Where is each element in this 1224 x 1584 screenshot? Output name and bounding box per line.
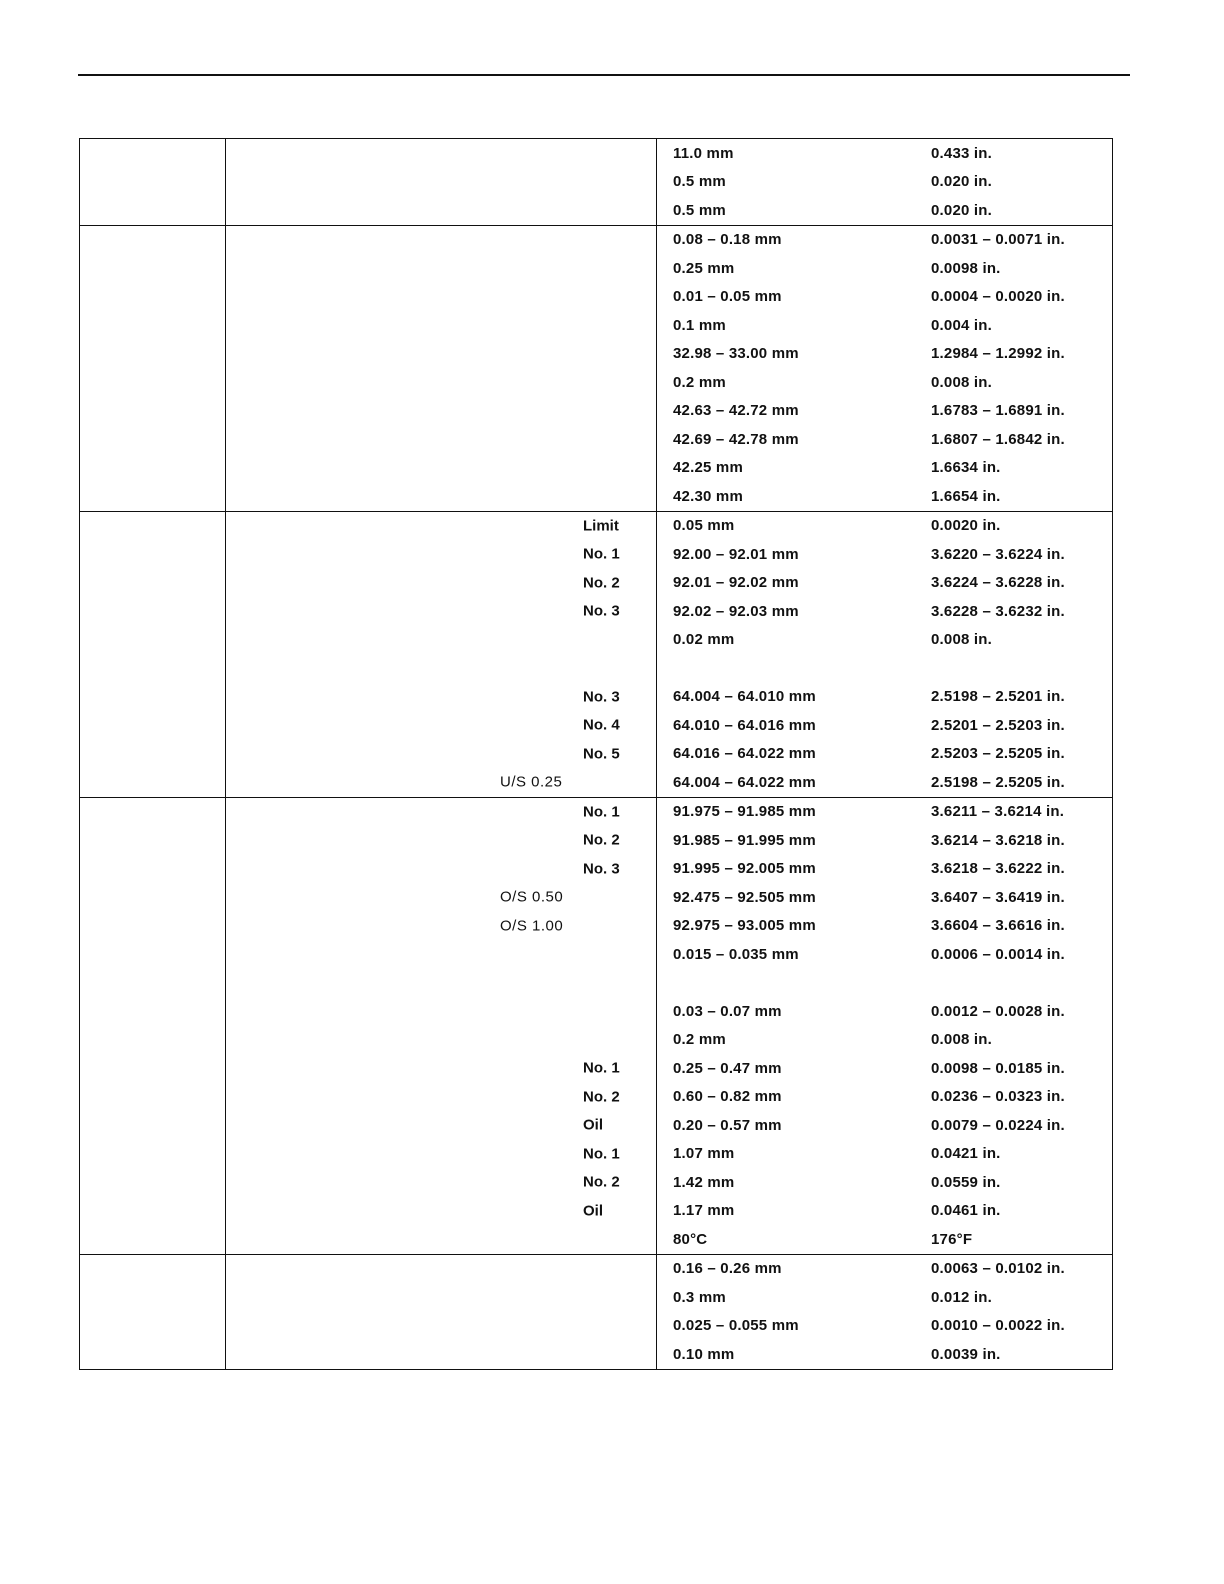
table-row	[657, 798, 1112, 827]
condition-line	[226, 826, 656, 855]
value-column	[657, 226, 1112, 511]
condition-line	[226, 940, 656, 969]
imperial-value: 0.0010 – 0.0022 in.	[931, 1317, 1065, 1335]
imperial-value: 0.0006 – 0.0014 in.	[931, 945, 1065, 963]
metric-value: 0.3 mm	[673, 1288, 726, 1306]
header-rule	[78, 74, 1130, 76]
metric-value: 0.015 – 0.035 mm	[673, 945, 799, 963]
imperial-value: 1.6634 in.	[931, 459, 1001, 477]
table-row	[657, 1083, 1112, 1112]
table-row	[657, 826, 1112, 855]
item-column	[80, 798, 226, 1254]
metric-value: 0.5 mm	[673, 173, 726, 191]
condition-line	[226, 368, 656, 397]
metric-value: 0.01 – 0.05 mm	[673, 288, 782, 306]
sub-label: No. 1	[583, 1145, 620, 1163]
table-row	[657, 397, 1112, 426]
sub-label: No. 2	[583, 1173, 620, 1191]
metric-value: 64.004 – 64.010 mm	[673, 688, 816, 706]
condition-line	[226, 997, 656, 1026]
metric-value: 42.69 – 42.78 mm	[673, 430, 799, 448]
condition-line	[226, 597, 656, 626]
size-label: O/S 1.00	[500, 917, 564, 935]
imperial-value: 2.5198 – 2.5205 in.	[931, 773, 1065, 791]
table-row	[657, 597, 1112, 626]
metric-value: 32.98 – 33.00 mm	[673, 345, 799, 363]
condition-line	[226, 768, 656, 797]
metric-value: 1.42 mm	[673, 1173, 735, 1191]
metric-value: 0.05 mm	[673, 517, 735, 535]
sub-label: No. 1	[583, 803, 620, 821]
table-row	[657, 254, 1112, 283]
metric-value: 0.1 mm	[673, 316, 726, 334]
metric-value: 0.25 mm	[673, 259, 735, 277]
metric-value: 42.30 mm	[673, 487, 743, 505]
sub-label: Oil	[583, 1202, 604, 1220]
metric-value: 64.004 – 64.022 mm	[673, 773, 816, 791]
condition-line	[226, 196, 656, 225]
condition-line	[226, 454, 656, 483]
table-row	[657, 168, 1112, 197]
table-row	[657, 1168, 1112, 1197]
table-row	[657, 855, 1112, 884]
value-column	[657, 139, 1112, 225]
metric-value: 91.995 – 92.005 mm	[673, 860, 816, 878]
table-row	[657, 283, 1112, 312]
sub-label: No. 1	[583, 1059, 620, 1077]
imperial-value: 0.0461 in.	[931, 1202, 1001, 1220]
imperial-value: 0.0063 – 0.0102 in.	[931, 1260, 1065, 1278]
imperial-value: 0.0012 – 0.0028 in.	[931, 1002, 1065, 1020]
imperial-value: 3.6218 – 3.6222 in.	[931, 860, 1065, 878]
table-row	[657, 196, 1112, 225]
metric-value: 92.475 – 92.505 mm	[673, 888, 816, 906]
condition-line	[226, 340, 656, 369]
imperial-value: 0.008 in.	[931, 1031, 993, 1049]
condition-line	[226, 1140, 656, 1169]
metric-value: 92.02 – 92.03 mm	[673, 602, 799, 620]
metric-value: 92.975 – 93.005 mm	[673, 917, 816, 935]
size-label: U/S 0.25	[500, 773, 563, 791]
item-column	[80, 139, 226, 225]
table-row	[657, 969, 1112, 998]
table-row	[657, 1140, 1112, 1169]
table-row	[657, 1054, 1112, 1083]
metric-value: 64.016 – 64.022 mm	[673, 745, 816, 763]
imperial-value: 2.5201 – 2.5203 in.	[931, 716, 1065, 734]
condition-column	[226, 512, 657, 797]
condition-column	[226, 226, 657, 511]
metric-value: 0.5 mm	[673, 201, 726, 219]
table-row	[657, 226, 1112, 255]
imperial-value: 0.0559 in.	[931, 1173, 1001, 1191]
sub-label: No. 2	[583, 574, 620, 592]
imperial-value: 3.6220 – 3.6224 in.	[931, 545, 1065, 563]
condition-line	[226, 1197, 656, 1226]
metric-value: 80°C	[673, 1230, 708, 1248]
condition-line	[226, 883, 656, 912]
condition-column	[226, 139, 657, 225]
condition-line	[226, 1026, 656, 1055]
condition-line	[226, 1168, 656, 1197]
imperial-value: 0.0236 – 0.0323 in.	[931, 1088, 1065, 1106]
table-row	[657, 1340, 1112, 1369]
condition-line	[226, 912, 656, 941]
imperial-value: 3.6224 – 3.6228 in.	[931, 574, 1065, 592]
spec-section	[80, 139, 1112, 225]
metric-value: 0.10 mm	[673, 1345, 735, 1363]
table-row	[657, 940, 1112, 969]
table-row	[657, 912, 1112, 941]
condition-line	[226, 254, 656, 283]
sub-label: No. 2	[583, 831, 620, 849]
condition-line	[226, 1054, 656, 1083]
imperial-value: 1.6783 – 1.6891 in.	[931, 402, 1065, 420]
metric-value: 1.17 mm	[673, 1202, 735, 1220]
metric-value: 0.2 mm	[673, 1031, 726, 1049]
metric-value: 0.025 – 0.055 mm	[673, 1317, 799, 1335]
condition-line	[226, 283, 656, 312]
metric-value: 0.16 – 0.26 mm	[673, 1260, 782, 1278]
item-column	[80, 226, 226, 511]
table-row	[657, 683, 1112, 712]
metric-value: 1.07 mm	[673, 1145, 735, 1163]
condition-line	[226, 397, 656, 426]
metric-value: 0.03 – 0.07 mm	[673, 1002, 782, 1020]
imperial-value: 3.6211 – 3.6214 in.	[931, 803, 1065, 821]
condition-line	[226, 482, 656, 511]
sub-label: Oil	[583, 1116, 604, 1134]
table-row	[657, 768, 1112, 797]
condition-column	[226, 798, 657, 1254]
imperial-value: 0.0004 – 0.0020 in.	[931, 288, 1065, 306]
condition-line	[226, 139, 656, 168]
table-row	[657, 997, 1112, 1026]
condition-line	[226, 540, 656, 569]
table-row	[657, 1111, 1112, 1140]
metric-value: 0.60 – 0.82 mm	[673, 1088, 782, 1106]
sub-label: No. 3	[583, 688, 620, 706]
sub-label: No. 4	[583, 716, 620, 734]
condition-line	[226, 425, 656, 454]
metric-value: 0.20 – 0.57 mm	[673, 1116, 782, 1134]
condition-line	[226, 569, 656, 598]
spec-section	[80, 511, 1112, 797]
condition-line	[226, 740, 656, 769]
value-column	[657, 798, 1112, 1254]
table-row	[657, 883, 1112, 912]
imperial-value: 3.6407 – 3.6419 in.	[931, 888, 1065, 906]
imperial-value: 0.012 in.	[931, 1288, 993, 1306]
table-row	[657, 740, 1112, 769]
condition-line	[226, 1225, 656, 1254]
condition-line	[226, 1083, 656, 1112]
condition-line	[226, 168, 656, 197]
condition-line	[226, 711, 656, 740]
condition-line	[226, 512, 656, 541]
imperial-value: 1.6807 – 1.6842 in.	[931, 430, 1065, 448]
value-column	[657, 1255, 1112, 1369]
spec-section	[80, 225, 1112, 511]
metric-value: 0.25 – 0.47 mm	[673, 1059, 782, 1077]
imperial-value: 3.6228 – 3.6232 in.	[931, 602, 1065, 620]
table-row	[657, 540, 1112, 569]
condition-line	[226, 1312, 656, 1341]
table-row	[657, 340, 1112, 369]
imperial-value: 1.6654 in.	[931, 487, 1001, 505]
table-row	[657, 569, 1112, 598]
sub-label: No. 5	[583, 745, 620, 763]
table-row	[657, 1283, 1112, 1312]
spec-section	[80, 797, 1112, 1254]
metric-value: 42.63 – 42.72 mm	[673, 402, 799, 420]
condition-line	[226, 1255, 656, 1284]
table-row	[657, 512, 1112, 541]
metric-value: 92.01 – 92.02 mm	[673, 574, 799, 592]
table-row	[657, 626, 1112, 655]
condition-line	[226, 683, 656, 712]
table-row	[657, 1197, 1112, 1226]
imperial-value: 0.0098 in.	[931, 259, 1001, 277]
table-row	[657, 454, 1112, 483]
imperial-value: 0.004 in.	[931, 316, 993, 334]
imperial-value: 0.020 in.	[931, 201, 993, 219]
table-row	[657, 654, 1112, 683]
metric-value: 92.00 – 92.01 mm	[673, 545, 799, 563]
table-row	[657, 711, 1112, 740]
imperial-value: 1.2984 – 1.2992 in.	[931, 345, 1065, 363]
table-row	[657, 1026, 1112, 1055]
imperial-value: 176°F	[931, 1230, 973, 1248]
table-row	[657, 1255, 1112, 1284]
table-row	[657, 482, 1112, 511]
metric-value: 64.010 – 64.016 mm	[673, 716, 816, 734]
imperial-value: 0.433 in.	[931, 144, 993, 162]
sub-label: No. 2	[583, 1088, 620, 1106]
condition-line	[226, 311, 656, 340]
imperial-value: 0.0098 – 0.0185 in.	[931, 1059, 1065, 1077]
imperial-value: 0.0079 – 0.0224 in.	[931, 1116, 1065, 1134]
metric-value: 0.02 mm	[673, 631, 735, 649]
metric-value: 91.985 – 91.995 mm	[673, 831, 816, 849]
sub-label: No. 3	[583, 602, 620, 620]
item-column	[80, 512, 226, 797]
specification-table	[79, 138, 1113, 1370]
table-row	[657, 311, 1112, 340]
imperial-value: 2.5203 – 2.5205 in.	[931, 745, 1065, 763]
imperial-value: 0.020 in.	[931, 173, 993, 191]
table-row	[657, 1225, 1112, 1254]
imperial-value: 0.0039 in.	[931, 1345, 1001, 1363]
metric-value: 0.08 – 0.18 mm	[673, 231, 782, 249]
condition-line	[226, 1283, 656, 1312]
imperial-value: 2.5198 – 2.5201 in.	[931, 688, 1065, 706]
condition-line	[226, 1111, 656, 1140]
imperial-value: 0.0020 in.	[931, 517, 1001, 535]
table-row	[657, 368, 1112, 397]
condition-line	[226, 1340, 656, 1369]
sub-label: No. 3	[583, 860, 620, 878]
table-row	[657, 139, 1112, 168]
value-column	[657, 512, 1112, 797]
table-row	[657, 425, 1112, 454]
imperial-value: 0.008 in.	[931, 373, 993, 391]
imperial-value: 3.6214 – 3.6218 in.	[931, 831, 1065, 849]
size-label: O/S 0.50	[500, 888, 564, 906]
metric-value: 0.2 mm	[673, 373, 726, 391]
condition-line	[226, 798, 656, 827]
imperial-value: 0.008 in.	[931, 631, 993, 649]
metric-value: 91.975 – 91.985 mm	[673, 803, 816, 821]
sub-label: No. 1	[583, 545, 620, 563]
condition-column	[226, 1255, 657, 1369]
condition-line	[226, 969, 656, 998]
condition-line	[226, 226, 656, 255]
imperial-value: 3.6604 – 3.6616 in.	[931, 917, 1065, 935]
metric-value: 11.0 mm	[673, 144, 734, 162]
item-column	[80, 1255, 226, 1369]
metric-value: 42.25 mm	[673, 459, 743, 477]
table-row	[657, 1312, 1112, 1341]
condition-line	[226, 654, 656, 683]
condition-line	[226, 626, 656, 655]
imperial-value: 0.0031 – 0.0071 in.	[931, 231, 1065, 249]
imperial-value: 0.0421 in.	[931, 1145, 1001, 1163]
condition-line	[226, 855, 656, 884]
sub-label: Limit	[583, 517, 619, 535]
spec-section	[80, 1254, 1112, 1369]
